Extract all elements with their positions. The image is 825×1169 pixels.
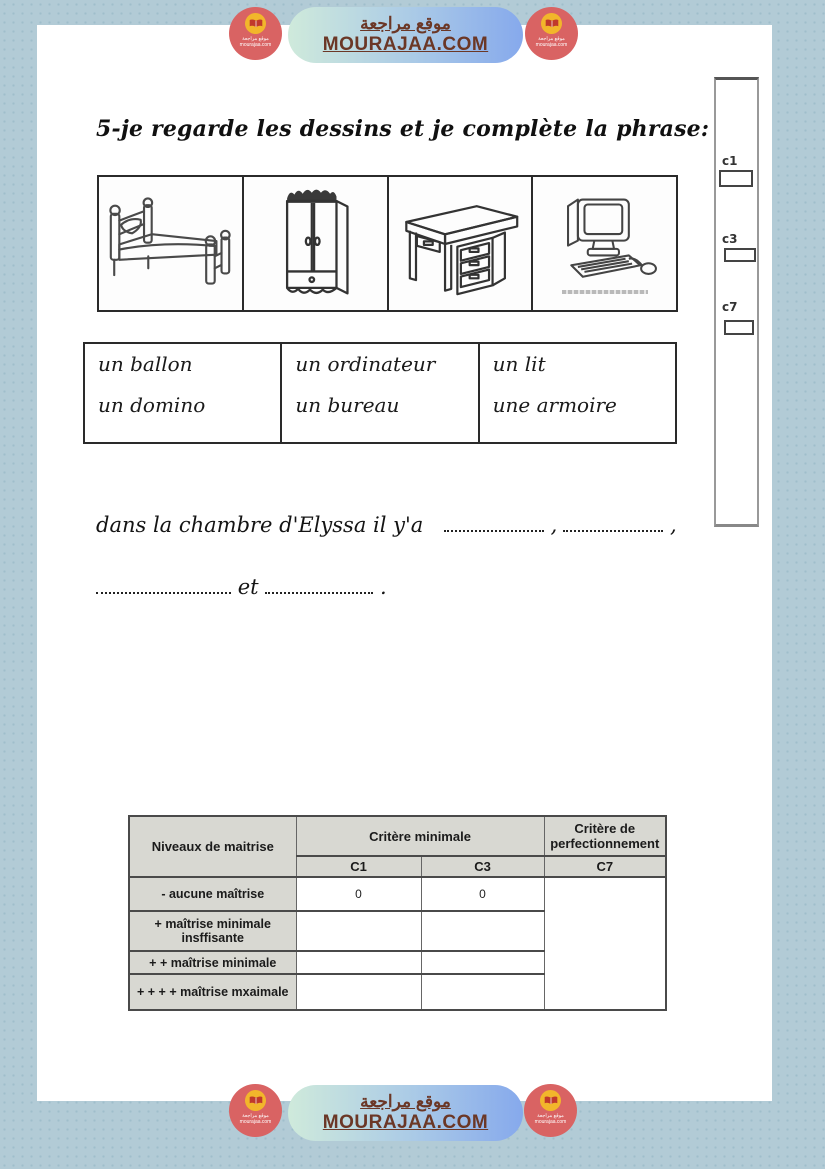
rubric-score-cell bbox=[296, 974, 421, 1010]
site-banner-top[interactable] bbox=[288, 7, 523, 63]
answer-blank-4 bbox=[265, 574, 373, 594]
conjunction-et: et bbox=[237, 575, 259, 599]
answer-blank-1 bbox=[444, 512, 544, 532]
badge-text-domain: mourajaa.com bbox=[534, 1119, 567, 1125]
site-name-arabic: موقع مراجعة bbox=[360, 14, 451, 34]
answer-blank-3 bbox=[96, 574, 231, 594]
score-label-c3: c3 bbox=[722, 232, 738, 246]
desk-icon bbox=[394, 190, 526, 298]
score-label-c7: c7 bbox=[722, 300, 738, 314]
word-option: un lit bbox=[492, 352, 546, 376]
rubric-score-cell bbox=[296, 911, 421, 951]
picture-cell-wardrobe bbox=[244, 177, 389, 310]
site-domain-link[interactable]: MOURAJAA.COM bbox=[322, 1111, 489, 1133]
rubric-row-label: + maîtrise minimale insffisante bbox=[129, 911, 296, 951]
rubric-col-c7: C7 bbox=[544, 856, 666, 877]
word-bank-column-2 bbox=[282, 344, 479, 442]
rubric-score-cell bbox=[421, 974, 544, 1010]
badge-text-domain: mourajaa.com bbox=[239, 42, 272, 48]
word-bank-table bbox=[83, 342, 677, 444]
logo-badge-top-right bbox=[525, 7, 578, 60]
badge-text-arabic: موقع مراجعة bbox=[242, 1113, 269, 1119]
watermark bbox=[562, 290, 648, 294]
exercise-title: 5-je regarde les dessins et je complète la phrase: bbox=[96, 116, 710, 142]
wardrobe-icon bbox=[266, 180, 364, 308]
rubric-score-cell: 0 bbox=[296, 877, 421, 911]
rubric-score-cell bbox=[296, 951, 421, 974]
rubric-row-label: + + + + maîtrise mxaimale bbox=[129, 974, 296, 1010]
computer-icon bbox=[542, 193, 668, 285]
logo-badge-bottom-right bbox=[524, 1084, 577, 1137]
word-bank-column-3 bbox=[480, 344, 675, 442]
rubric-c7-merged-cell bbox=[544, 877, 666, 1010]
word-option: un ballon bbox=[98, 352, 193, 376]
site-banner-bottom[interactable] bbox=[288, 1085, 523, 1141]
logo-badge-top-left bbox=[229, 7, 282, 60]
score-box-c7[interactable] bbox=[724, 320, 754, 335]
sentence-line-2 bbox=[96, 574, 387, 599]
logo-badge-bottom-left bbox=[229, 1084, 282, 1137]
rubric-col-c1: C1 bbox=[296, 856, 421, 877]
rubric-row-label: + + maîtrise minimale bbox=[129, 951, 296, 974]
word-option: un domino bbox=[98, 393, 206, 417]
site-domain-link[interactable]: MOURAJAA.COM bbox=[322, 33, 489, 55]
comma: , bbox=[670, 513, 677, 537]
open-book-icon bbox=[245, 13, 266, 34]
rubric-score-cell bbox=[421, 951, 544, 974]
rubric-group-perfection: Critère de perfectionnement bbox=[544, 816, 666, 856]
score-label-c1: c1 bbox=[722, 154, 738, 168]
rubric-row-label: - aucune maîtrise bbox=[129, 877, 296, 911]
picture-cell-bed bbox=[99, 177, 244, 310]
score-strip bbox=[714, 77, 759, 527]
word-bank-column-1 bbox=[85, 344, 282, 442]
period: . bbox=[379, 575, 387, 599]
rubric-table bbox=[128, 815, 667, 1011]
badge-text-arabic: موقع مراجعة bbox=[242, 36, 269, 42]
badge-text-arabic: موقع مراجعة bbox=[538, 36, 565, 42]
word-option: une armoire bbox=[492, 393, 617, 417]
rubric-group-minimal: Critère minimale bbox=[296, 816, 544, 856]
rubric-score-cell bbox=[421, 911, 544, 951]
picture-table bbox=[97, 175, 678, 312]
open-book-icon bbox=[540, 1090, 561, 1111]
word-option: un bureau bbox=[295, 393, 400, 417]
rubric-score-cell: 0 bbox=[421, 877, 544, 911]
site-name-arabic: موقع مراجعة bbox=[360, 1092, 451, 1112]
badge-text-domain: mourajaa.com bbox=[239, 1119, 272, 1125]
sentence-line-1 bbox=[96, 512, 677, 537]
picture-cell-computer bbox=[533, 177, 676, 310]
bed-icon bbox=[104, 192, 236, 296]
comma: , bbox=[550, 513, 558, 537]
score-box-c3[interactable] bbox=[724, 248, 756, 262]
sentence-lead: dans la chambre d'Elyssa il y'a bbox=[96, 513, 424, 537]
badge-text-arabic: موقع مراجعة bbox=[537, 1113, 564, 1119]
open-book-icon bbox=[541, 13, 562, 34]
open-book-icon bbox=[245, 1090, 266, 1111]
badge-text-domain: mourajaa.com bbox=[535, 42, 568, 48]
score-box-c1[interactable] bbox=[719, 170, 753, 187]
rubric-col-c3: C3 bbox=[421, 856, 544, 877]
rubric-levels-header: Niveaux de maitrise bbox=[129, 816, 296, 877]
picture-cell-desk bbox=[389, 177, 534, 310]
word-option: un ordinateur bbox=[295, 352, 436, 376]
answer-blank-2 bbox=[563, 512, 663, 532]
